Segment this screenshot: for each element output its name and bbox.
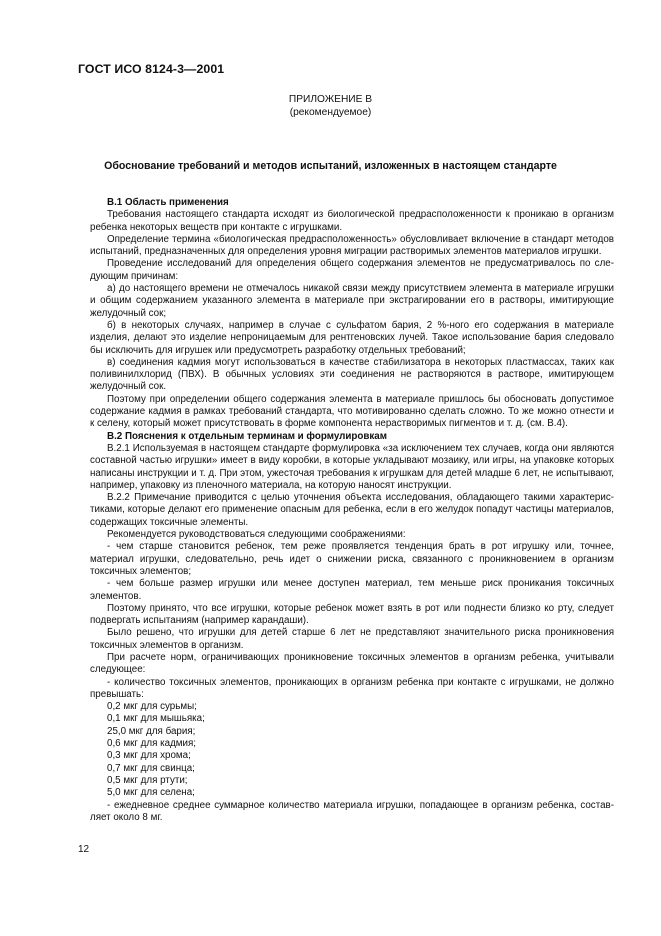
body-paragraph: - количество токсичных элементов, проникающих в организм ребенка при контакте с игрушками, не должно превышать: <box>90 676 614 700</box>
page-number: 12 <box>78 844 90 855</box>
body-paragraph: б) в некоторых случаях, например в случае с сульфатом бария, 2 %-ного его содержания в материале изделия, делают это изделие непроницаемым для рентгеновских лучей. Такое использование бария следовало бы исключить для игрушек или предусмотреть разработку отдельных требований; <box>90 319 614 356</box>
body-paragraph: Было решено, что игрушки для детей старше 6 лет не представляют значительного риска проникновения токсичных элементов в организм. <box>90 627 614 651</box>
dose-limit-item: 0,5 мкг для ртути; <box>107 774 188 786</box>
body-paragraph: В.2.2 Примечание приводится с целью уточнения объекта исследования, обладающего такими характеристиками, которые делают его применение опасным для ребенка, если в его желудок попадут частицы материалов, содержащих токсичные элементы. <box>90 492 614 528</box>
body-paragraph: в) соединения кадмия могут использоваться в качестве стабилизатора в некоторых пластмассах, таких как поливинилхлорид (ПВХ). В обычных условиях эти соединения не растворяются в растворе, имитирующем желудочный сок. <box>90 356 614 393</box>
body-paragraph: - чем больше размер игрушки или менее доступен материал, тем меньше риск проникания токсичных элементов. <box>90 578 614 602</box>
dose-limit-item: 0,3 мкг для хрома; <box>107 750 191 762</box>
appendix-label: ПРИЛОЖЕНИЕ В <box>288 94 373 105</box>
body-paragraph: а) до настоящего времени не отмечалось никакой связи между присутствием элемента в материале игрушки и общим содержанием указанного элемента в материале при экстрагировании его в растворы, имитирующие желудочный сок; <box>90 283 614 319</box>
body-paragraph: Рекомендуется руководствоваться следующими соображениями: <box>107 529 406 541</box>
appendix-title: Обоснование требований и методов испытаний, изложенных в настоящем стандарте <box>104 160 557 172</box>
dose-limit-item: 0,6 мкг для кадмия; <box>107 738 197 750</box>
section-heading: В.2 Пояснения к отдельным терминам и формулировкам <box>107 430 387 442</box>
section-heading: В.1 Область применения <box>107 197 229 208</box>
body-paragraph: - чем старше становится ребенок, тем реже проявляется тенденция брать в рот игрушку или, точнее, материал игрушки, следовательно, речь идет о снижении риска, связанного с проникновением в организм токсичных элементов; <box>90 541 614 577</box>
dose-limit-item: 0,7 мкг для свинца; <box>107 762 195 774</box>
dose-limit-item: 0,2 мкг для сурьмы; <box>107 701 197 713</box>
body-paragraph: Поэтому при определении общего содержания элемента в материале пришлось бы обосновать допустимое содержание кадмия в рамках требований стандарта, что мотивированно сделать сложно. То же можно отнести и к селену, который может присутствовать в форме компонента нерастворимых пигментов и т. д. (см. В.4). <box>90 393 614 430</box>
body-paragraph: Определение термина «биологическая предрасположенность» обусловливает включение в стандарт методов испытаний, предназначенных для определения уровня миграции растворимых элементов материалов игрушки. <box>90 233 614 258</box>
body-paragraph: Поэтому принято, что все игрушки, которые ребенок может взять в рот или поднести близко ко рту, следует подвергать испытаниям (например карандаши). <box>90 602 614 627</box>
appendix-heading <box>0 93 661 119</box>
appendix-status: (рекомендуемое) <box>289 107 372 118</box>
document-body <box>90 197 614 824</box>
document-header: ГОСТ ИСО 8124-3—2001 <box>78 62 225 76</box>
body-paragraph: - ежедневное среднее суммарное количество материала игрушки, попадающее в организм ребенка, составляет около 8 мг. <box>90 799 614 823</box>
body-paragraph: Требования настоящего стандарта исходят из биологической предрасположенности к проникаю в организм ребенка некоторых веществ при контакте с игрушками. <box>90 209 614 233</box>
dose-limit-item: 25,0 мкг для бария; <box>107 725 196 737</box>
dose-limit-item: 0,1 мкг для мышьяка; <box>107 713 205 725</box>
body-paragraph: При расчете норм, ограничивающих проникновение токсичных элементов в организм ребенка, учитывали следующее: <box>90 651 614 676</box>
dose-limit-item: 5,0 мкг для селена; <box>107 787 195 799</box>
body-paragraph: В.2.1 Используемая в настоящем стандарте формулировка «за исключением тех случаев, когда они являются составной частью игрушки» имеет в виду коробки, в которые укладывают мозаику, или игры, на упаковке которых написаны инструкции и т. д. При этом, ужесточая требования к игрушкам для детей младше 6 лет, не испытывают, например, упаковку из пленочного материала, на которую наносят инструкции. <box>90 442 614 491</box>
body-paragraph: Проведение исследований для определения общего содержания элементов не предусматривалось по следующим причинам: <box>90 258 614 282</box>
